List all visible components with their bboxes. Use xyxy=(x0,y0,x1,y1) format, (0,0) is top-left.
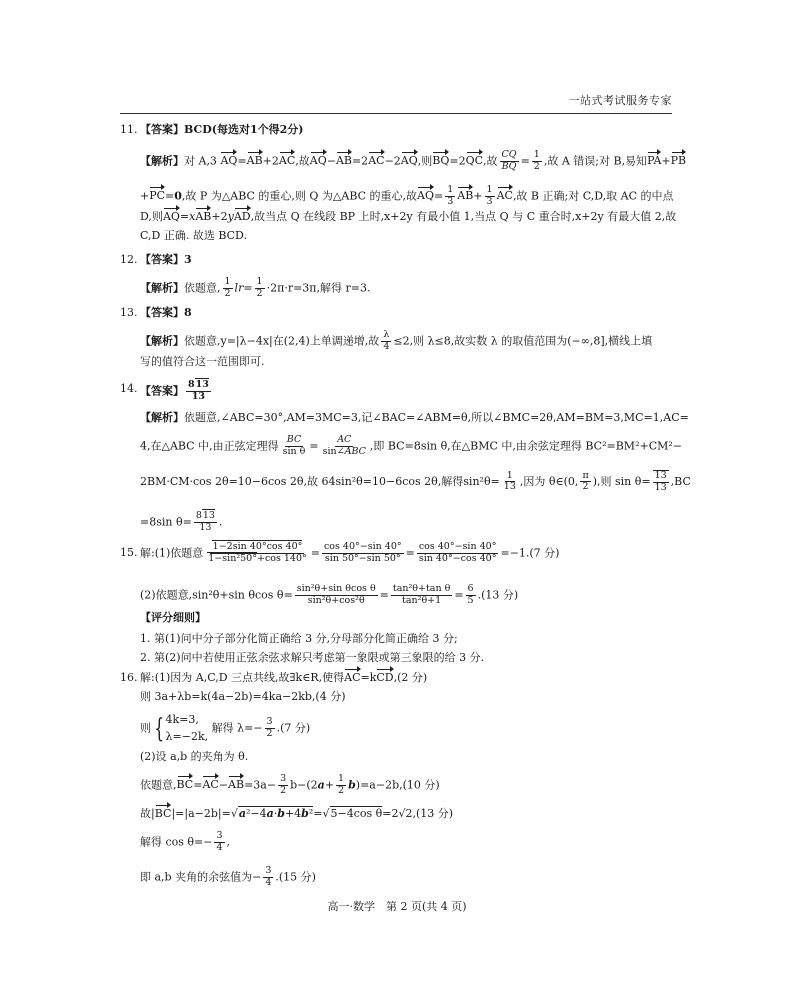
q15-rubric-1: 1. 第(1)问中分子部分化简正确给 3 分,分母部分化简正确给 3 分; xyxy=(140,632,458,645)
q13-explain-1: 【解析】依题意,y=|λ−4x|在(2,4)上单调递增,故 $\frac{\lambda}{4}$ ≤2,则 λ≤8,故实数 λ 的取值范围为(−∞,8],横线上填 xyxy=(140,329,653,352)
q14-line-4: =8sin θ= $\frac{813}{13}$ . xyxy=(140,510,223,533)
q16-line-1: 解:(1)因为 A,C,D 三点共线,故∃k∈R,使得AC=kCD,(2 分) xyxy=(140,671,428,684)
q16-line-8: 即 a,b 夹角的余弦值为− $\frac{3}{4}$ .(15 分) xyxy=(140,865,316,888)
q11-number: 11. xyxy=(120,123,138,136)
q11-tag: 【解析】 xyxy=(140,154,184,168)
q15-number: 15. xyxy=(120,546,138,559)
q16-line-5: 依题意,BC=AC−AB=3a− $\frac{3}{2}$ b−(2a+ $\frac{1}{2}$ b)=a−2b,(10 分) xyxy=(140,773,440,796)
q16-line-7: 解得 cos θ=− $\frac{3}{4}$ , xyxy=(140,830,231,853)
q16-line-4: (2)设 a,b 的夹角为 θ. xyxy=(140,750,249,763)
q16-line-2: 则 3a+λb=k(4a−2b)=4ka−2kb,(4 分) xyxy=(140,690,346,703)
q14-line-3: 2BM·CM·cos 2θ=10−6cos 2θ,故 64sin²θ=10−6cos 2θ,解得sin²θ= $\frac{1}{13}$ ,因为 θ∈(0, $\frac{\pi}{2}$ ),则 sin θ= $\frac{13}{13}$ ,BC xyxy=(140,469,691,493)
q11-line-2: +PC=0,故 P 为△ABC 的重心,则 Q 为△ABC 的重心,故AQ= $\frac{1}{3}$ AB+ $\frac{1}{3}$ AC,故 B 正确;对 C,D,取 AC 的中点 xyxy=(140,184,674,207)
q11-line-1: 【解析】对 A,3 AQ=AB+2AC,故AQ−AB=2AC−2AQ,则BQ=2QC,故 $\frac{CQ}{BQ}$ = $\frac{1}{2}$ ,故 A 错误;对 B,易知PA+PB xyxy=(140,149,687,172)
q12-number: 12. xyxy=(120,253,138,266)
q15-line-1: 解:(1)依题意 $\frac{1-2\sin 40^\circ\cos 40^\circ}{\text{1−sin²50°+cos 140°}}$ = $\frac{\cos 40^\circ-\sin 40^\circ}{\sin 50^\circ-\sin 50^\circ}$ = $\frac{\cos 40^\circ-\sin 40^\circ}{\sin 40^\circ-\cos 40^\circ}$ =−1.(7 分) xyxy=(140,541,560,564)
q16-line-6: 故|BC|=|a−2b|=√a²−4a·b+4b²=√5−4cos θ=2√2,(13 分) xyxy=(140,807,454,820)
page-footer: 高一·数学 第 2 页(共 4 页) xyxy=(327,900,467,913)
q14-line-2: 4,在△ABC 中,由正弦定理得 $\frac{BC}{\text{sin θ}}$ = $\frac{AC}{\text{sin∠ABC}}$ ,即 BC=8sin θ,在△BMC 中,由余弦定理得 BC²=BM²+CM²− xyxy=(140,434,683,457)
q11-answer: 【答案】BCD(每选对1个得2分) xyxy=(140,123,304,136)
q16-line-3: 则 { 4k=3, λ=−2k, 解得 λ=− $\frac{3}{2}$ .(7 分) xyxy=(140,713,311,744)
q11-line-4: C,D 正确. 故选 BCD. xyxy=(140,229,247,242)
header-brand: 一站式考试服务专家 xyxy=(568,94,672,107)
header-divider xyxy=(120,113,672,114)
q14-answer: 【答案】 $\frac{813}{13}$ xyxy=(140,379,209,402)
q15-rubric-2: 2. 第(2)问中若使用正弦余弦求解只考虑第一象限或第三象限的给 3 分. xyxy=(140,651,485,664)
q14-line-1: 【解析】依题意,∠ABC=30°,AM=3MC=3,记∠BAC=∠ABM=θ,所以∠BMC=2θ,AM=BM=3,MC=1,AC= xyxy=(140,411,689,424)
q12-explain: 【解析】依题意, $\frac{1}{2}$ lr= $\frac{1}{2}$ ·2π·r=3π,解得 r=3. xyxy=(140,276,371,299)
q13-explain-2: 写的值符合这一范围即可. xyxy=(140,355,265,368)
q16-number: 16. xyxy=(120,671,138,684)
q15-rubric-title: 【评分细则】 xyxy=(140,611,206,624)
q15-line-2: (2)依题意,sin²θ+sin θcos θ= $\frac{\text{sin²θ+sin θcos θ}}{\text{sin²θ+cos²θ}}$ = $\frac{\text{tan²θ+tan θ}}{\text{tan²θ+1}}$ = $\frac{6}{5}$ .(13 分) xyxy=(140,583,519,606)
q11-line-3: D,则AQ=xAB+2yAD,故当点 Q 在线段 BP 上时,x+2y 有最小值 1,当点 Q 与 C 重合时,x+2y 有最大值 2,故 xyxy=(140,210,677,223)
q13-number: 13. xyxy=(120,306,138,319)
q14-number: 14. xyxy=(120,382,138,395)
q13-answer: 【答案】8 xyxy=(140,306,192,319)
q12-answer: 【答案】3 xyxy=(140,253,192,266)
